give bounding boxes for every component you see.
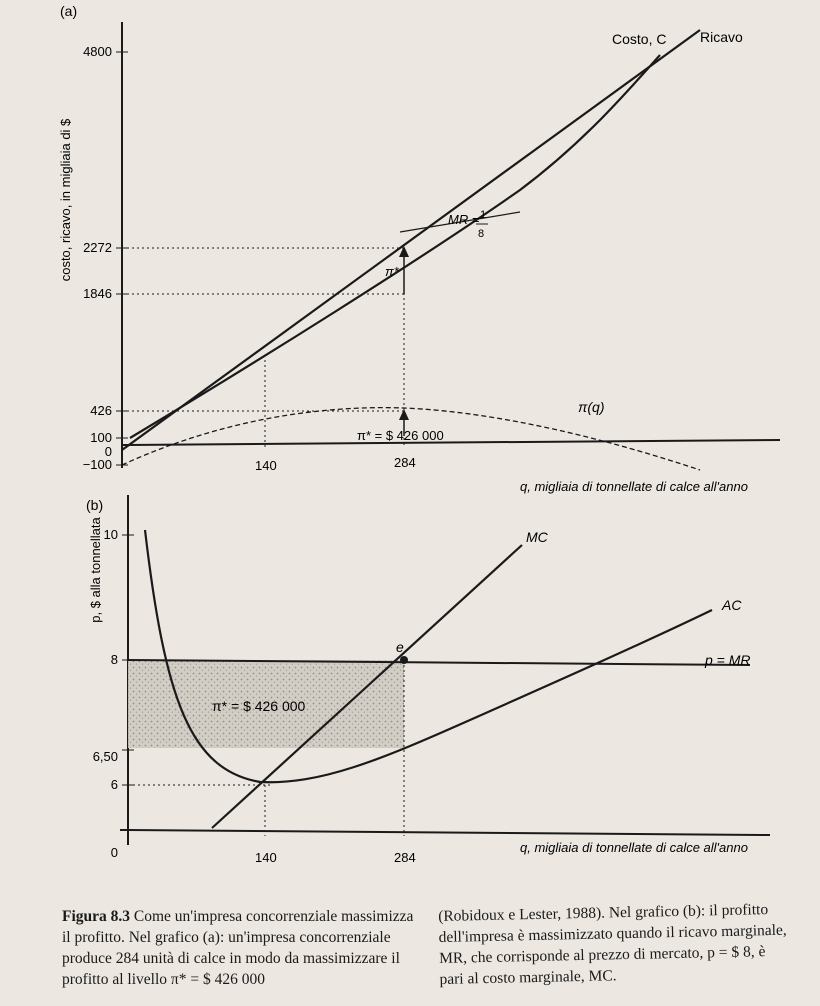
panel-b <box>86 495 770 865</box>
pi-star-label: π* <box>385 264 399 279</box>
y-tick-0-b: 0 <box>110 845 118 860</box>
mr-denominator: 8 <box>478 228 485 240</box>
panel-a-label: (a) <box>60 3 78 19</box>
profit-area-label: π* = $ 426 000 <box>212 698 306 714</box>
figure-number: Figura 8.3 <box>62 908 131 925</box>
panel-b-label: (b) <box>86 497 104 513</box>
y-tick-100: 100 <box>90 430 112 445</box>
panel-b-x-axis-label: q, migliaia di tonnellate di calce all'anno <box>520 840 748 855</box>
panel-a-x-axis-label: q, migliaia di tonnellate di calce all'anno <box>520 479 748 494</box>
y-tick-6-50: 6,50 <box>92 749 118 764</box>
equilibrium-point <box>400 656 408 664</box>
revenue-label: Ricavo <box>700 29 743 45</box>
y-tick-426: 426 <box>90 403 112 418</box>
cost-curve-label: Costo, C <box>612 31 667 47</box>
y-tick-minus-100: −100 <box>82 457 112 472</box>
caption-left <box>62 906 416 990</box>
caption-right-text: (Robidoux e Lester, 1988). Nel grafico (b): il profitto dell'impresa è massimizzato quando il ricavo marginale, MR, che corrisponde al prezzo di mercato, p = $ 8, è pari al costo marginale, MC. <box>438 901 787 988</box>
x-tick-284: 284 <box>394 455 416 470</box>
profit-value-label: π* = $ 426 000 <box>357 428 444 443</box>
panel-b-y-axis-label: p, $ alla tonnellata <box>88 517 103 623</box>
cost-curve <box>130 55 660 438</box>
y-tick-1846: 1846 <box>83 286 112 301</box>
caption-right <box>438 899 790 990</box>
x-tick-140-b: 140 <box>255 850 277 865</box>
y-tick-10: 10 <box>103 527 118 542</box>
panel-b-x-axis <box>120 830 770 835</box>
panel-a-x-axis <box>122 440 780 445</box>
equilibrium-label: e <box>396 639 404 655</box>
y-tick-6: 6 <box>110 777 118 792</box>
panel-a-y-axis-label: costo, ricavo, in migliaia di $ <box>58 118 73 282</box>
y-tick-0: 0 <box>104 444 112 459</box>
y-tick-4800: 4800 <box>83 44 112 59</box>
mc-label: MC <box>526 529 548 545</box>
y-tick-2272: 2272 <box>83 240 112 255</box>
y-tick-8: 8 <box>110 652 118 667</box>
mr-numerator: 1 <box>480 209 487 221</box>
price-line-label: p = MR <box>705 652 751 668</box>
mr-label: MR = <box>448 212 480 227</box>
x-tick-140: 140 <box>255 458 277 473</box>
revenue-line <box>122 30 700 450</box>
ac-label: AC <box>722 597 742 613</box>
caption-left-text: Come un'impresa concorrenziale massimizza il profitto. Nel grafico (a): un'impresa concorrenziale produce 284 unità di calce in modo da massimizzare il profitto al livello π* = $ 426 000 <box>62 908 414 988</box>
x-tick-284-b: 284 <box>394 850 416 865</box>
panel-a <box>58 3 780 494</box>
profit-curve-label: π(q) <box>578 399 605 415</box>
